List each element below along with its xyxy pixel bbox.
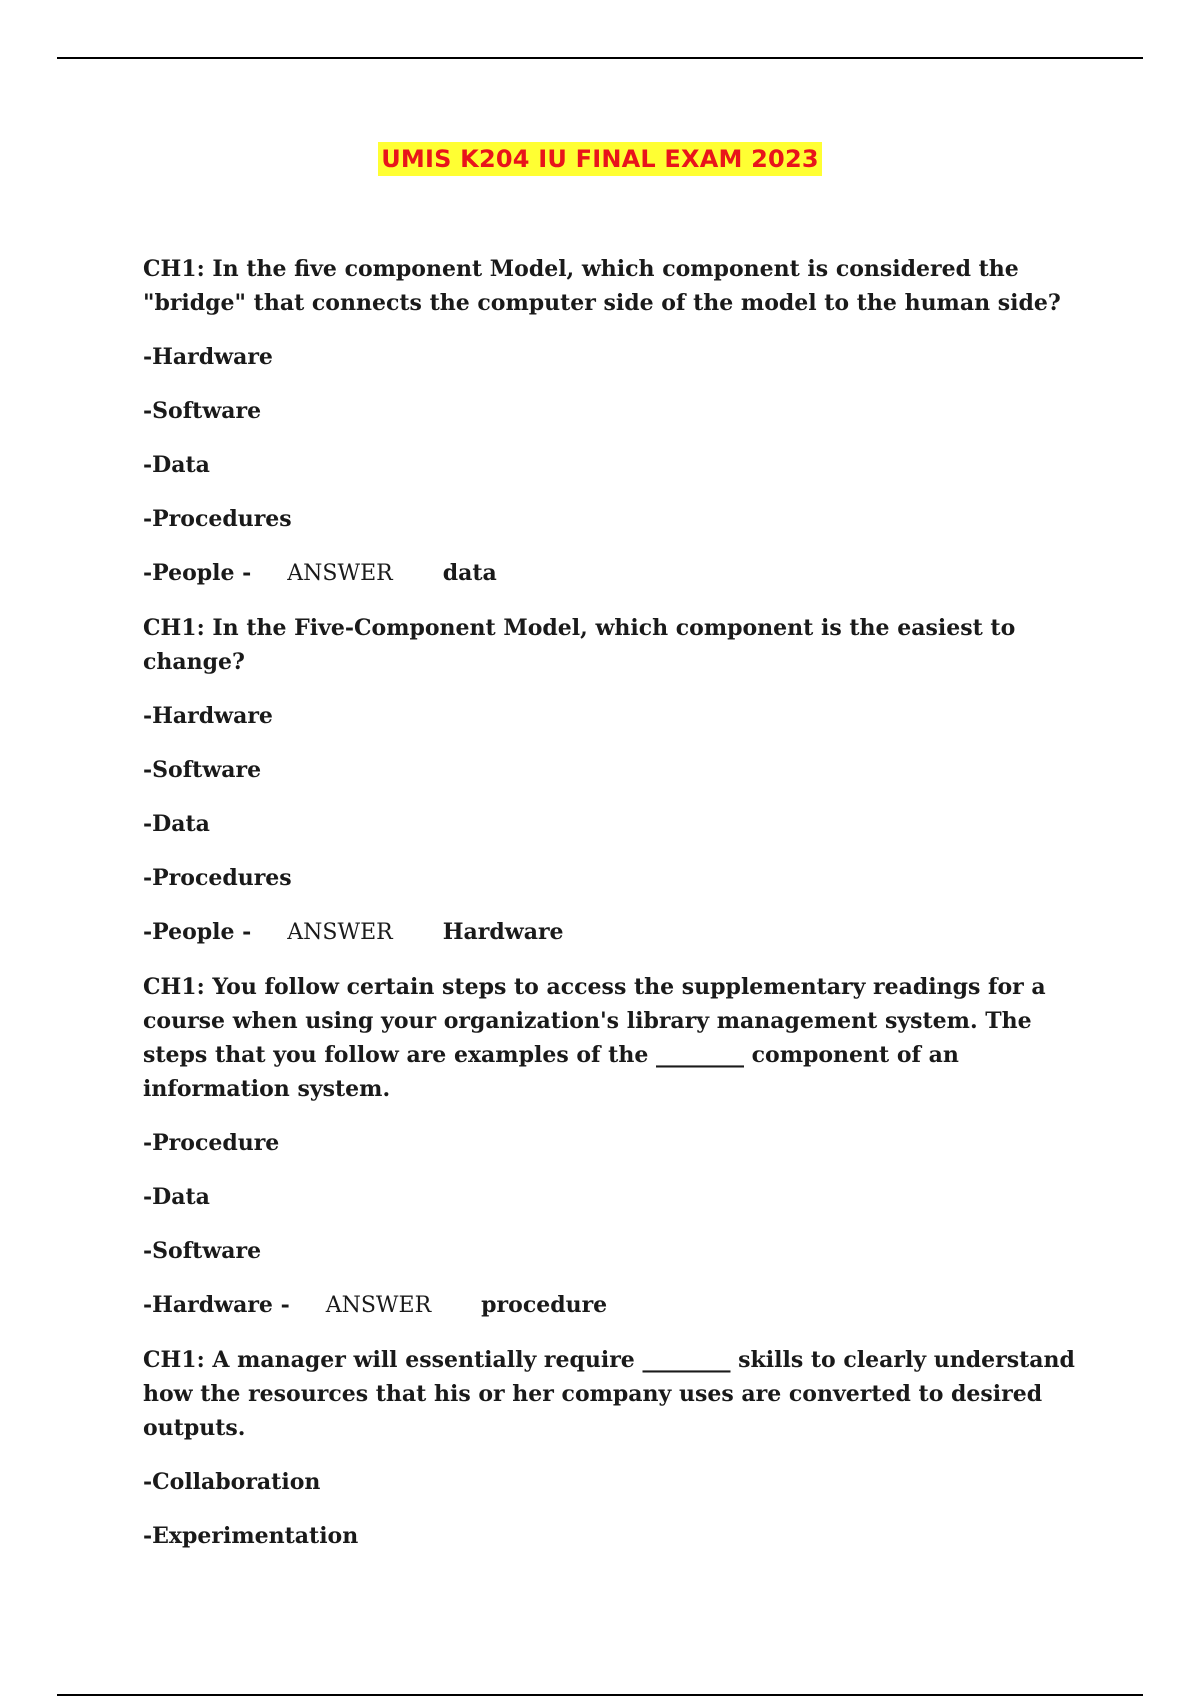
answer-line xyxy=(143,556,1083,591)
bottom-rule xyxy=(57,1694,1143,1696)
title-block xyxy=(0,142,1200,176)
option-item: -People - xyxy=(143,919,252,945)
option-item: -Software xyxy=(143,398,262,424)
answer-value: Hardware xyxy=(442,919,564,945)
question-text: CH1: In the five component Model, which component is considered the "bridge" that connects the computer side of the model to the human side? xyxy=(143,256,1061,316)
question-text: CH1: You follow certain steps to access the supplementary readings for a course when using your organization's library management system. The steps that you follow are examples of the ________ component of an information system. xyxy=(143,974,1046,1102)
option-item: -Experimentation xyxy=(143,1523,359,1549)
option-item: -Collaboration xyxy=(143,1469,321,1495)
option-item: -Procedures xyxy=(143,865,292,891)
answer-value: data xyxy=(442,560,497,586)
answer-line xyxy=(143,1288,1083,1323)
answer-label: ANSWER xyxy=(287,561,393,586)
option-item: -Procedures xyxy=(143,506,292,532)
option-item: -Data xyxy=(143,811,210,837)
question-text: CH1: A manager will essentially require ________ skills to clearly understand how the resources that his or her company uses are converted to desired outputs. xyxy=(143,1347,1075,1441)
option-item: -Procedure xyxy=(143,1130,280,1156)
option-item: -Hardware xyxy=(143,703,273,729)
option-item: -Software xyxy=(143,1238,262,1264)
option-item: -Data xyxy=(143,1184,210,1210)
option-item: -Hardware xyxy=(143,344,273,370)
option-item: -People - xyxy=(143,560,252,586)
option-item: -Software xyxy=(143,757,262,783)
option-item: -Data xyxy=(143,452,210,478)
answer-line xyxy=(143,915,1083,950)
answer-value: procedure xyxy=(481,1292,608,1318)
option-item: -Hardware - xyxy=(143,1292,290,1318)
top-rule xyxy=(57,57,1143,59)
answer-label: ANSWER xyxy=(325,1293,432,1318)
question-text: CH1: In the Five-Component Model, which component is the easiest to change? xyxy=(143,615,1016,675)
answer-label: ANSWER xyxy=(287,920,393,945)
page-title: UMIS K204 IU FINAL EXAM 2023 xyxy=(378,142,822,176)
exam-content xyxy=(143,252,1083,1573)
